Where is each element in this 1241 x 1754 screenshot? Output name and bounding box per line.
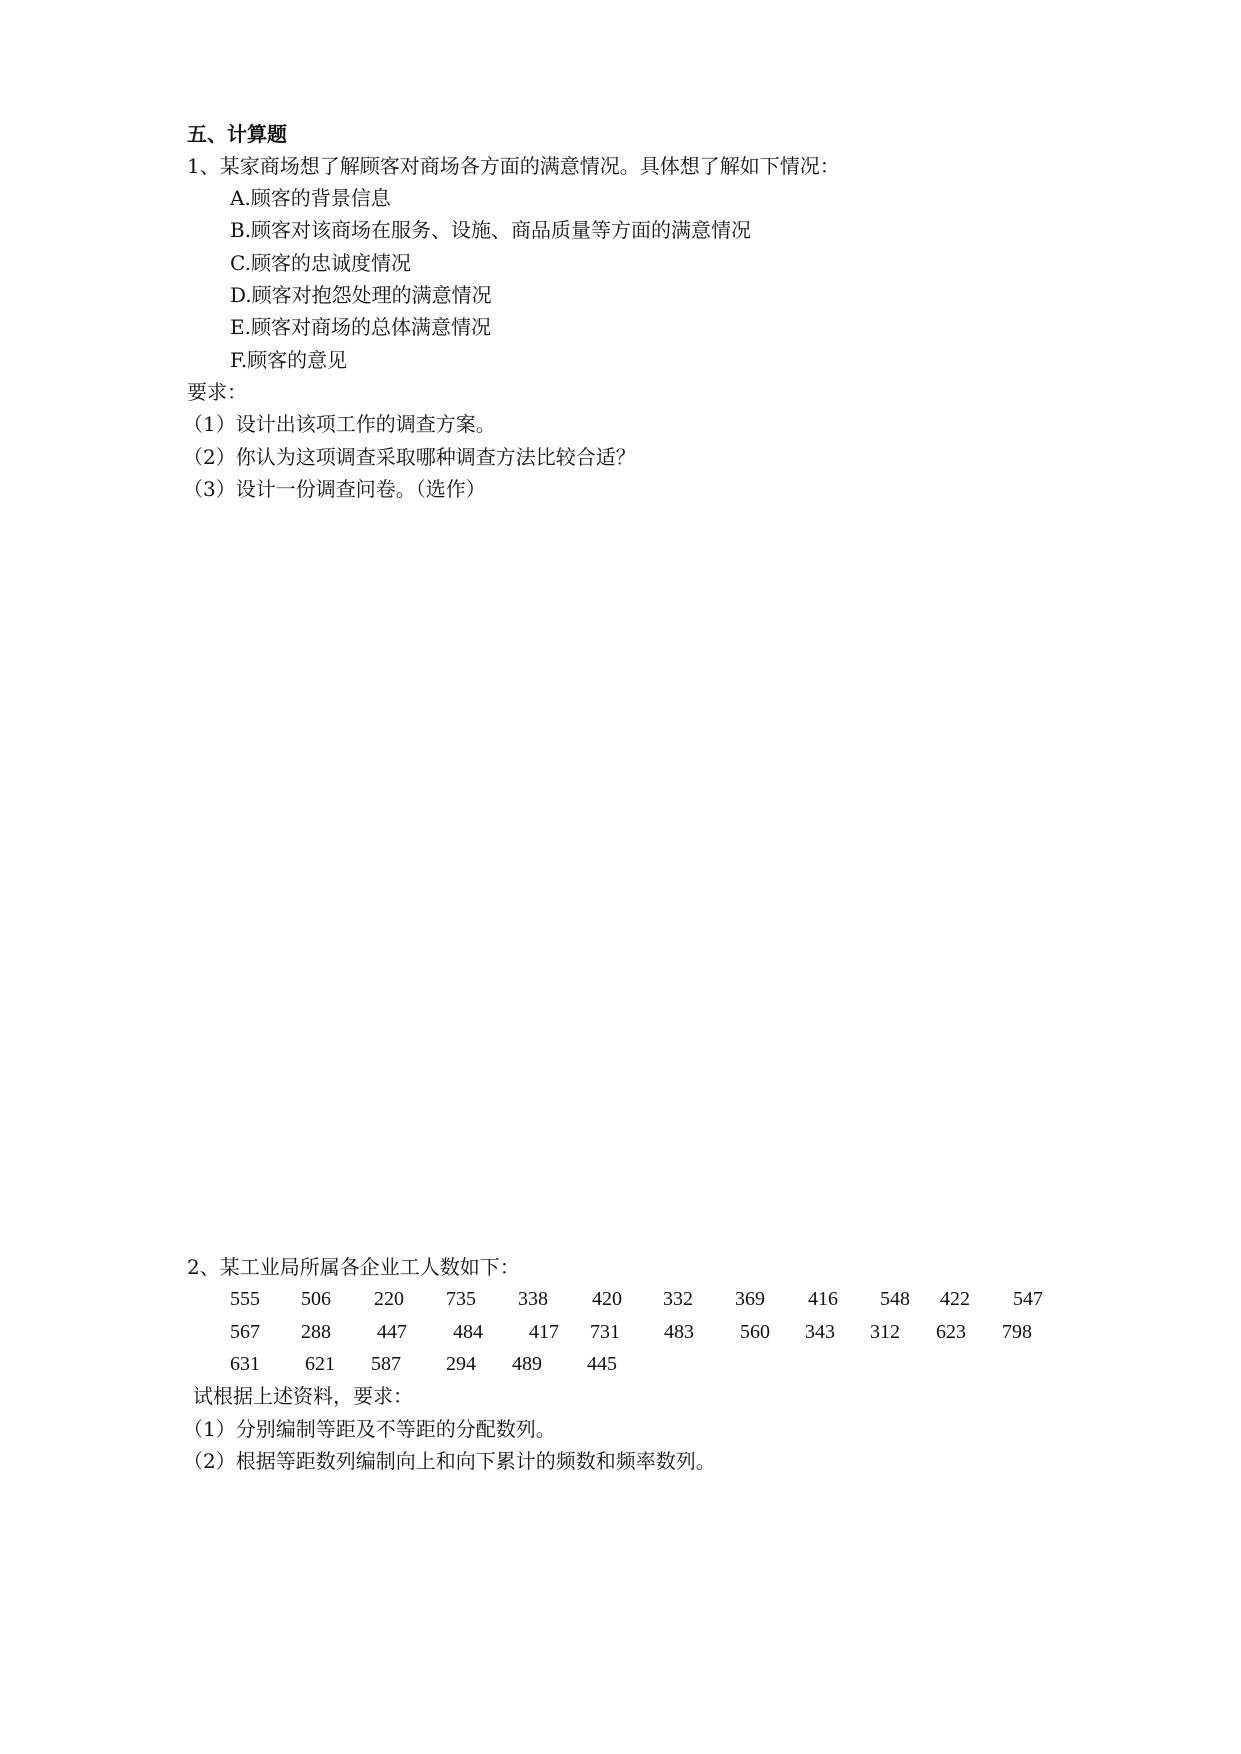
- worker-count: 623: [936, 1321, 966, 1343]
- worker-count: 484: [453, 1321, 483, 1343]
- section-title: 五、计算题: [187, 122, 287, 146]
- worker-count: 560: [740, 1321, 770, 1343]
- worker-count: 483: [664, 1321, 694, 1343]
- worker-count: 547: [1013, 1288, 1043, 1310]
- worker-count: 332: [663, 1288, 693, 1310]
- q1-requirement-1: （1）设计出该项工作的调查方案。: [183, 412, 496, 436]
- q1-requirements-label: 要求：: [187, 380, 247, 404]
- worker-count: 447: [377, 1321, 407, 1343]
- q1-requirement-2: （2）你认为这项调查采取哪种调查方法比较合适？: [183, 445, 636, 469]
- worker-count: 798: [1002, 1321, 1032, 1343]
- q1-item-f: F.顾客的意见: [230, 348, 348, 372]
- worker-count: 735: [446, 1288, 476, 1310]
- worker-count: 416: [808, 1288, 838, 1310]
- q1-requirement-3: （3）设计一份调查问卷。（选作）: [183, 477, 486, 501]
- worker-count: 548: [880, 1288, 910, 1310]
- q2-requirement-1: （1）分别编制等距及不等距的分配数列。: [183, 1417, 556, 1441]
- q2-requirements-label: 试根据上述资料，要求：: [193, 1384, 413, 1408]
- worker-count: 338: [518, 1288, 548, 1310]
- worker-count: 506: [301, 1288, 331, 1310]
- worker-count: 587: [371, 1353, 401, 1375]
- worker-count: 555: [230, 1288, 260, 1310]
- q1-item-c: C.顾客的忠诚度情况: [230, 251, 411, 275]
- q1-item-b: B.顾客对该商场在服务、设施、商品质量等方面的满意情况: [230, 218, 752, 242]
- worker-count: 422: [940, 1288, 970, 1310]
- worker-count: 417: [529, 1321, 559, 1343]
- q1-item-e: E.顾客对商场的总体满意情况: [230, 315, 491, 339]
- worker-count: 288: [301, 1321, 331, 1343]
- worker-count: 489: [512, 1353, 542, 1375]
- worker-count: 220: [374, 1288, 404, 1310]
- worker-count: 445: [587, 1353, 617, 1375]
- worker-count: 567: [230, 1321, 260, 1343]
- question-2-stem: 2、某工业局所属各企业工人数如下：: [187, 1255, 520, 1279]
- question-1-stem: 1、某家商场想了解顾客对商场各方面的满意情况。具体想了解如下情况：: [187, 154, 840, 178]
- worker-count: 294: [446, 1353, 476, 1375]
- worker-count: 631: [230, 1353, 260, 1375]
- q2-requirement-2: （2）根据等距数列编制向上和向下累计的频数和频率数列。: [183, 1449, 716, 1473]
- worker-count: 731: [590, 1321, 620, 1343]
- q1-item-d: D.顾客对抱怨处理的满意情况: [230, 283, 492, 307]
- worker-count: 621: [305, 1353, 335, 1375]
- worker-count: 312: [870, 1321, 900, 1343]
- worker-count: 343: [805, 1321, 835, 1343]
- q1-item-a: A.顾客的背景信息: [230, 186, 391, 210]
- worker-count: 369: [735, 1288, 765, 1310]
- worker-count: 420: [592, 1288, 622, 1310]
